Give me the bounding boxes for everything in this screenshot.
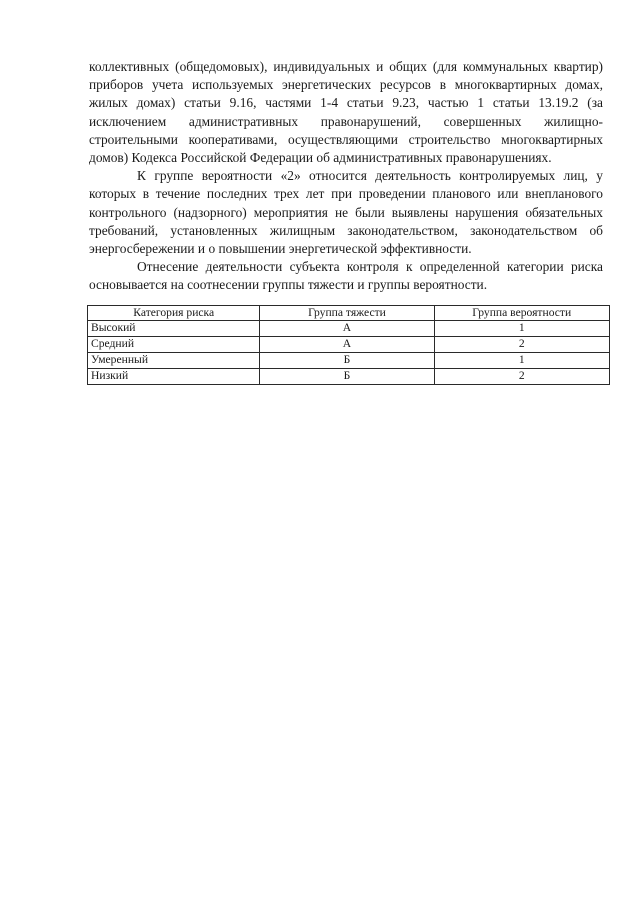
table-row [88,353,610,369]
document-page [89,58,603,385]
header-severity-group: Группа тяжести [260,305,434,321]
cell-severity-group: Б [260,368,434,384]
cell-risk-category: Высокий [88,321,260,337]
paragraph-continuation: коллективных (общедомовых), индивидуальных и общих (для коммунальных квартир) приборов учета используемых энергетических ресурсов в многоквартирных домах, жилых домах) статьи 9.16, частями 1-4 статьи 9.23, частью 1 статьи 13.19.2 (за исключением административных правонарушений, совершенных жилищно-строительными кооперативами, осуществляющими строительство многоквартирных домов) Кодекса Российской Федерации об административных правонарушениях. [89,59,603,166]
cell-severity-group: А [260,337,434,353]
cell-severity-group: А [260,321,434,337]
table-header-row [88,305,610,321]
cell-probability-group: 2 [434,337,610,353]
cell-probability-group: 1 [434,321,610,337]
table-row [88,368,610,384]
header-probability-group: Группа вероятности [434,305,610,321]
header-risk-category: Категория риска [88,305,260,321]
cell-risk-category: Умеренный [88,353,260,369]
cell-severity-group: Б [260,353,434,369]
cell-probability-group: 1 [434,353,610,369]
cell-probability-group: 2 [434,368,610,384]
paragraph-risk-category-assignment: Отнесение деятельности субъекта контроля к определенной категории риска основывается на соотнесении группы тяжести и группы вероятности. [89,259,603,293]
cell-risk-category: Средний [88,337,260,353]
table-row [88,337,610,353]
table-row [88,321,610,337]
risk-category-table [87,305,610,385]
paragraph-probability-group-2: К группе вероятности «2» относится деятельность контролируемых лиц, у которых в течение последних трех лет при проведении планового или внепланового контрольного (надзорного) мероприятия не были выявлены нарушения обязательных требований, установленных жилищным законодательством, законодательством об энергосбережении и о повышении энергетической эффективности. [89,168,603,257]
cell-risk-category: Низкий [88,368,260,384]
